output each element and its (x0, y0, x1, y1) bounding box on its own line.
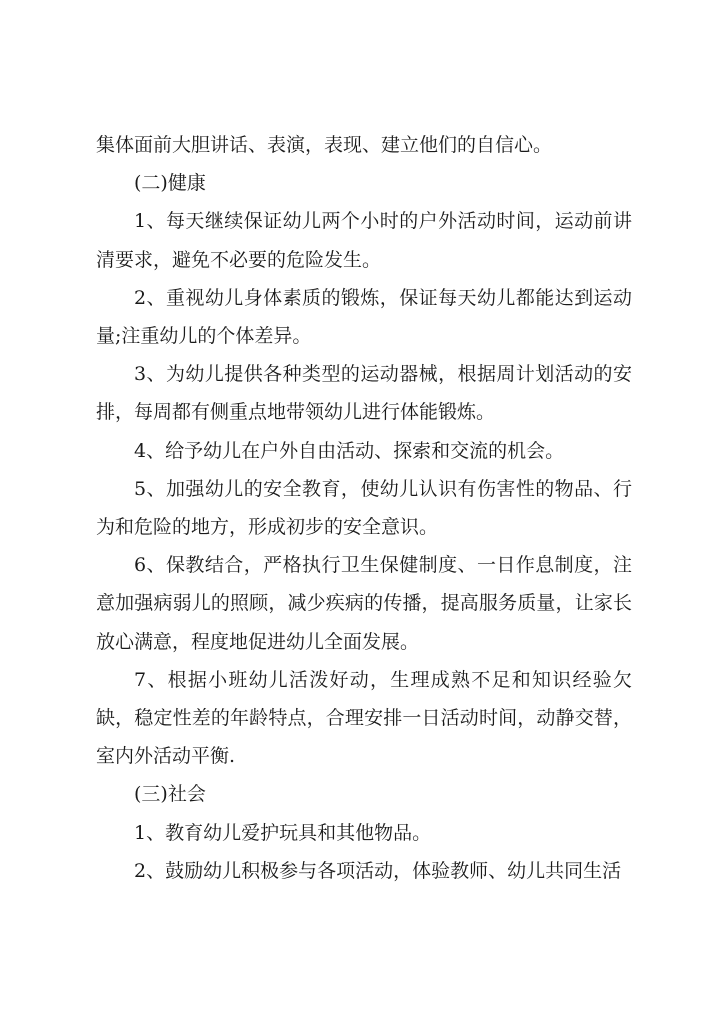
health-item-3: 3、为幼儿提供各种类型的运动器械，根据周计划活动的安排，每周都有侧重点地带领幼儿进行体能锻炼。 (96, 363, 632, 424)
health-item-5: 5、加强幼儿的安全教育，使幼儿认识有伤害性的物品、行为和危险的地方，形成初步的安全意识。 (96, 477, 632, 539)
society-item-2: 2、鼓励幼儿积极参与各项活动，体验教师、幼儿共同生活 (134, 859, 622, 882)
health-item-6: 6、保教结合，严格执行卫生保健制度、一日作息制度，注意加强病弱儿的照顾，减少疾病的传播，提高服务质量，让家长放心满意，程度地促进幼儿全面发展。 (96, 554, 632, 653)
health-item-1: 1、每天继续保证幼儿两个小时的户外活动时间，运动前讲清要求，避免不必要的危险发生。 (96, 210, 632, 271)
health-item-2: 2、重视幼儿身体素质的锻炼，保证每天幼儿都能达到运动量;注重幼儿的个体差异。 (96, 286, 632, 348)
health-item-4: 4、给予幼儿在户外自由活动、探索和交流的机会。 (134, 439, 565, 462)
health-item-7: 7、根据小班幼儿活泼好动，生理成熟不足和知识经验欠缺，稳定性差的年龄特点，合理安排一日活动时间，动静交替，室内外活动平衡. (96, 668, 632, 768)
document-body (96, 126, 632, 890)
society-item-1: 1、教育幼儿爱护玩具和其他物品。 (134, 821, 432, 844)
section-heading-health: (二)健康 (134, 172, 206, 195)
paragraph-continuation: 集体面前大胆讲话、表演，表现、建立他们的自信心。 (96, 134, 553, 156)
section-heading-society: (三)社会 (134, 783, 206, 806)
